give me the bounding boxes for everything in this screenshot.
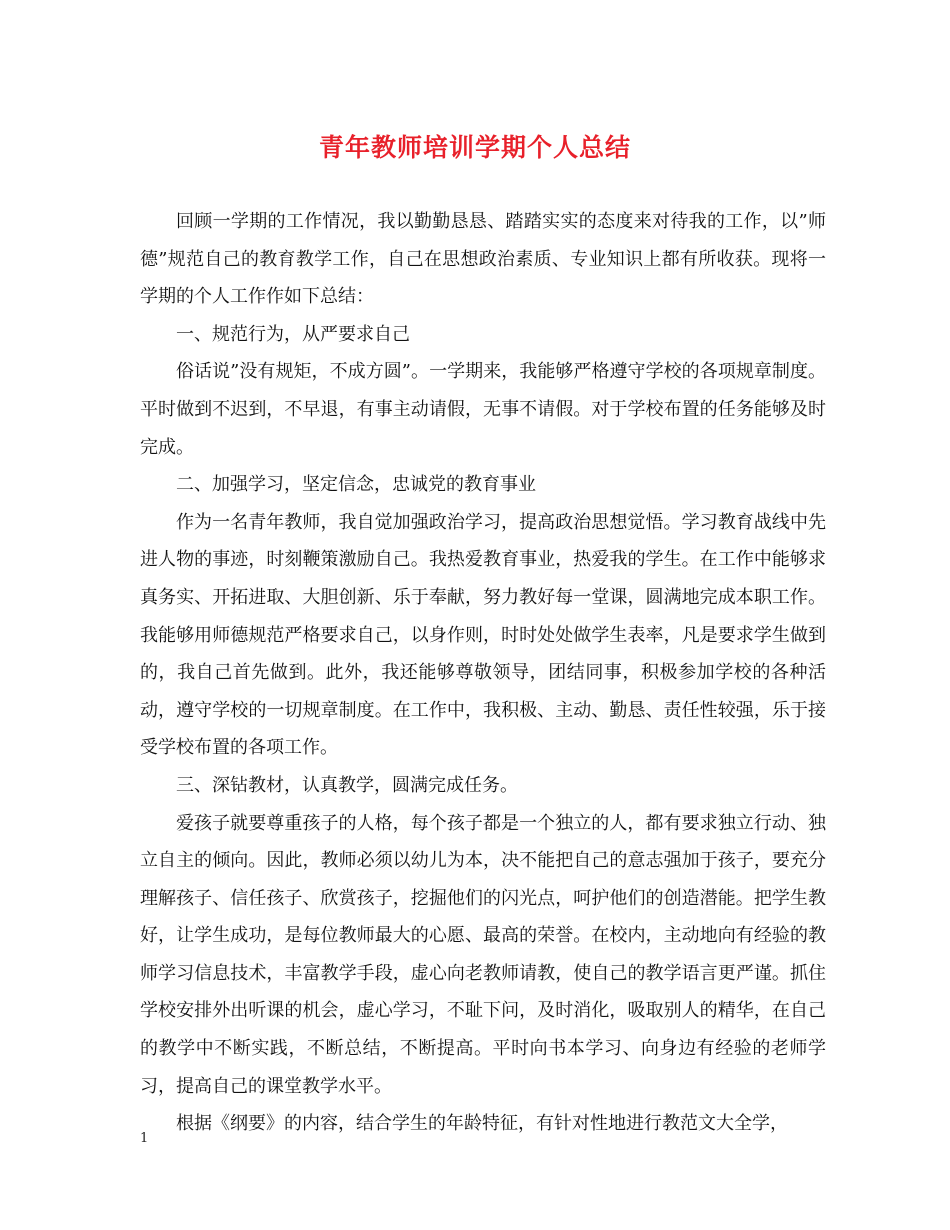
document-body [140,203,826,1143]
document-title: 青年教师培训学期个人总结 [318,133,631,162]
paragraph-intro: 回顾一学期的工作情况，我以勤勤恳恳、踏踏实实的态度来对待我的工作，以”师德”规范自己的教育教学工作，自己在思想政治素质、专业知识上都有所收获。现将一学期的个人工作作如下总结： [140,211,826,308]
paragraph-section-3: 爱孩子就要尊重孩子的人格，每个孩子都是一个独立的人，都有要求独立行动、独立自主的倾向。因此，教师必须以幼儿为本，决不能把自己的意志强加于孩子，要充分理解孩子、信任孩子、欣赏孩子，挖掘他们的闪光点，呵护他们的创造潜能。把学生教好，让学生成功，是每位教师最大的心愿、最高的荣誉。在校内，主动地向有经验的教师学习信息技术，丰富教学手段，虚心向老教师请教，使自己的教学语言更严谨。抓住学校安排外出听课的机会，虚心学习，不耻下问，及时消化，吸取别人的精华，在自己的教学中不断实践，不断总结，不断提高。平时向书本学习、向身边有经验的老师学习，提高自己的课堂教学水平。 [140,812,826,1097]
section-heading-2: 二、加强学习，坚定信念，忠诚党的教育事业 [176,474,536,496]
page-number: 1 [140,1131,149,1146]
paragraph-continuation: 根据《纲要》的内容，结合学生的年龄特征，有针对性地进行教范文大全学， [176,1113,788,1135]
section-heading-1: 一、规范行为，从严要求自己 [176,323,410,345]
section-heading-3: 三、深钻教材，认真教学，圆满完成任务。 [176,774,518,796]
paragraph-section-1: 俗话说”没有规矩，不成方圆”。一学期来，我能够严格遵守学校的各项规章制度。平时做到不迟到，不早退，有事主动请假，无事不请假。对于学校布置的任务能够及时完成。 [140,361,826,458]
paragraph-section-2: 作为一名青年教师，我自觉加强政治学习，提高政治思想觉悟。学习教育战线中先进人物的事迹，时刻鞭策激励自己。我热爱教育事业，热爱我的学生。在工作中能够求真务实、开拓进取、大胆创新、乐于奉献，努力教好每一堂课，圆满地完成本职工作。我能够用师德规范严格要求自己，以身作则，时时处处做学生表率，凡是要求学生做到的，我自己首先做到。此外，我还能够尊敬领导，团结同事，积极参加学校的各种活动，遵守学校的一切规章制度。在工作中，我积极、主动、勤恳、责任性较强，乐于接受学校布置的各项工作。 [140,511,826,759]
